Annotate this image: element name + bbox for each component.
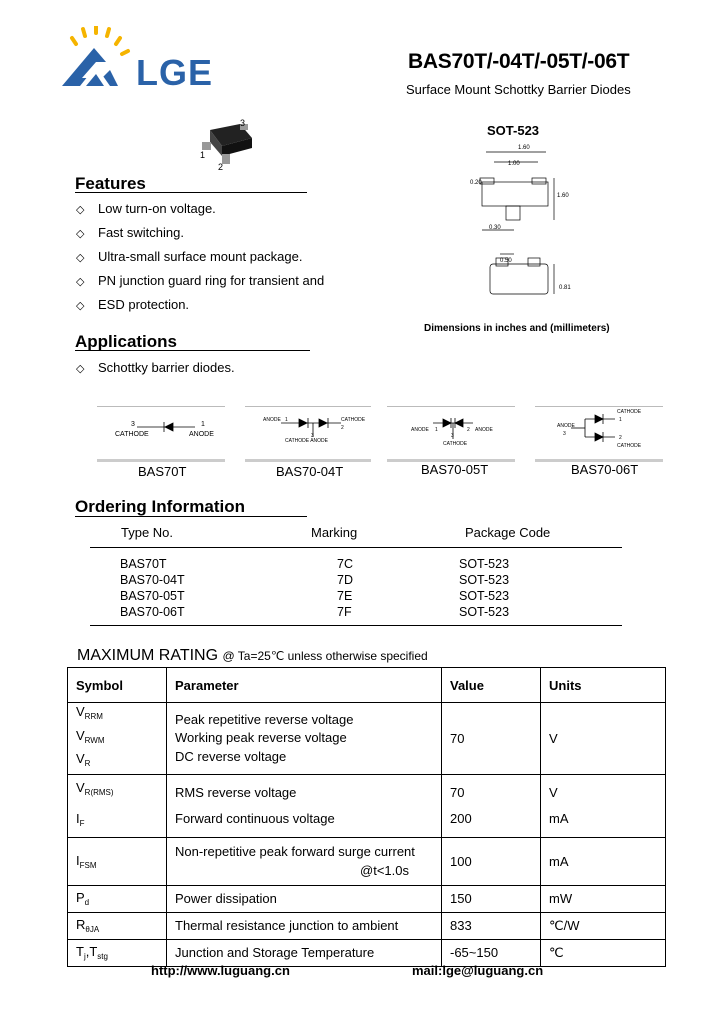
diagram-node-label: 3 [131, 421, 135, 428]
ordering-col-header: Type No. [121, 525, 174, 540]
dim-3: 0.20 [470, 180, 482, 186]
diagram-text: CATHODE [341, 417, 366, 423]
ordering-table-bottom-rule [90, 625, 622, 626]
ordering-table [90, 556, 622, 620]
ordering-col-header: Package Code [465, 525, 551, 540]
table-row: $P_d$ Power dissipation 150 mW [68, 885, 666, 912]
diamond-bullet-icon: ◇ [76, 363, 85, 375]
table-row: $T_j,T_{stg}$ Junction and Storage Temperature -65~150 ℃ [68, 939, 666, 966]
diagram-text: ANODE [411, 427, 429, 433]
diagram-text: CATHODE [617, 409, 642, 415]
ordering-heading: Ordering Information [75, 497, 245, 516]
diagram-node-label: 3 [311, 433, 314, 439]
features-rule [75, 192, 307, 193]
diagram-label: BAS70-06T [571, 462, 639, 477]
pin-2-label: 2 [218, 162, 224, 172]
list-item: ◇ Fast switching. [76, 225, 184, 240]
dim-2: 1.00 [508, 161, 520, 167]
table-row: $V_{RRM}$ $V_{RWM}$ $V_R$ Peak repetitive reverse voltage Working peak reverse voltage DC reverse voltage 70 V [68, 703, 666, 775]
table-row: Symbol Parameter Value Units [68, 668, 666, 703]
page-subtitle: Surface Mount Schottky Barrier Diodes [406, 82, 631, 97]
pin-3-label: 3 [240, 118, 246, 128]
table-row: BAS70-05T 7E SOT-523 [120, 589, 510, 603]
list-item: ◇ ESD protection. [76, 297, 190, 312]
logo-text: LGE [136, 52, 214, 93]
footer-email-link[interactable]: mail:lge@luguang.cn [412, 963, 544, 978]
diamond-bullet-icon: ◇ [76, 228, 85, 240]
diagram-bas70-05t [387, 406, 515, 462]
diagram-bas70-06t [535, 406, 663, 462]
applications-rule [75, 350, 310, 351]
diagram-node-label: 1 [619, 417, 622, 423]
diamond-bullet-icon: ◇ [76, 276, 85, 288]
diamond-bullet-icon: ◇ [76, 300, 85, 312]
table-row: BAS70T 7C SOT-523 [120, 557, 510, 571]
ordering-table-top-rule [90, 547, 622, 548]
diagram-node-label: 2 [619, 435, 622, 441]
dimension-drawing [466, 142, 576, 307]
max-rating-heading: MAXIMUM RATING @ Ta=25℃ unless otherwise specified [77, 647, 428, 664]
dimension-caption: Dimensions in inches and (millimeters) [424, 323, 610, 334]
diagram-text: CATHODE [115, 431, 149, 438]
dim-4: 1.60 [557, 193, 569, 199]
diagram-node-label: 3 [563, 431, 566, 437]
table-row: $R_{\theta JA}$ Thermal resistance junction to ambient 833 ℃/W [68, 912, 666, 939]
table-row: BAS70-04T 7D SOT-523 [120, 573, 510, 587]
list-item: ◇ Schottky barrier diodes. [76, 360, 235, 375]
diagram-node-label: 3 [451, 433, 454, 439]
table-row: $I_{FSM}$ Non-repetitive peak forward surge current @t<1.0s 100 mA [68, 837, 666, 885]
dim-1: 1.60 [518, 145, 530, 151]
diagram-label: BAS70-05T [421, 462, 489, 477]
list-item: ◇ PN junction guard ring for transient and [76, 273, 325, 288]
dim-5: 0.30 [489, 225, 501, 231]
diagram-text: CATHODE ANODE [285, 438, 328, 444]
diagram-text: CATHODE [617, 443, 642, 449]
ordering-rule [75, 516, 307, 517]
diagram-bas70-04t [245, 406, 371, 462]
diamond-bullet-icon: ◇ [76, 252, 85, 264]
diagram-node-label: 2 [467, 427, 470, 433]
diagram-node-label: 1 [201, 421, 205, 428]
company-logo [58, 26, 134, 90]
diamond-bullet-icon: ◇ [76, 204, 85, 216]
package-name: SOT-523 [487, 123, 540, 138]
max-rating-table [67, 667, 666, 967]
diagram-bas70t [97, 406, 225, 462]
ordering-col-header: Marking [311, 525, 358, 540]
diagram-text: ANODE [263, 417, 281, 423]
features-heading: Features [75, 174, 146, 193]
table-row: $V_{R(RMS)}$ $I_F$ RMS reverse voltage Forward continuous voltage 70 200 V mA [68, 774, 666, 837]
features-list [76, 201, 324, 321]
diagram-node-label: 1 [435, 427, 438, 433]
pin-1-label: 1 [200, 150, 206, 160]
diagram-text: ANODE [557, 423, 575, 429]
dim-7: 0.81 [559, 285, 571, 291]
package-image [196, 116, 266, 174]
footer-website-link[interactable]: http://www.luguang.cn [151, 963, 290, 978]
diagram-text: ANODE [475, 427, 493, 433]
table-row: BAS70-06T 7F SOT-523 [120, 605, 510, 619]
diagram-label: BAS70T [138, 464, 187, 479]
diagram-label: BAS70-04T [276, 464, 344, 479]
diagram-text: CATHODE [443, 441, 468, 447]
diagram-node-label: 2 [341, 425, 344, 431]
diagram-text: ANODE [189, 431, 214, 438]
list-item: ◇ Ultra-small surface mount package. [76, 249, 303, 264]
dim-6: 0.50 [500, 258, 512, 264]
diagram-node-label: 1 [285, 417, 288, 423]
list-item: ◇ Low turn-on voltage. [76, 201, 216, 216]
page-title: BAS70T/-04T/-05T/-06T [408, 50, 630, 73]
applications-heading: Applications [75, 332, 178, 351]
